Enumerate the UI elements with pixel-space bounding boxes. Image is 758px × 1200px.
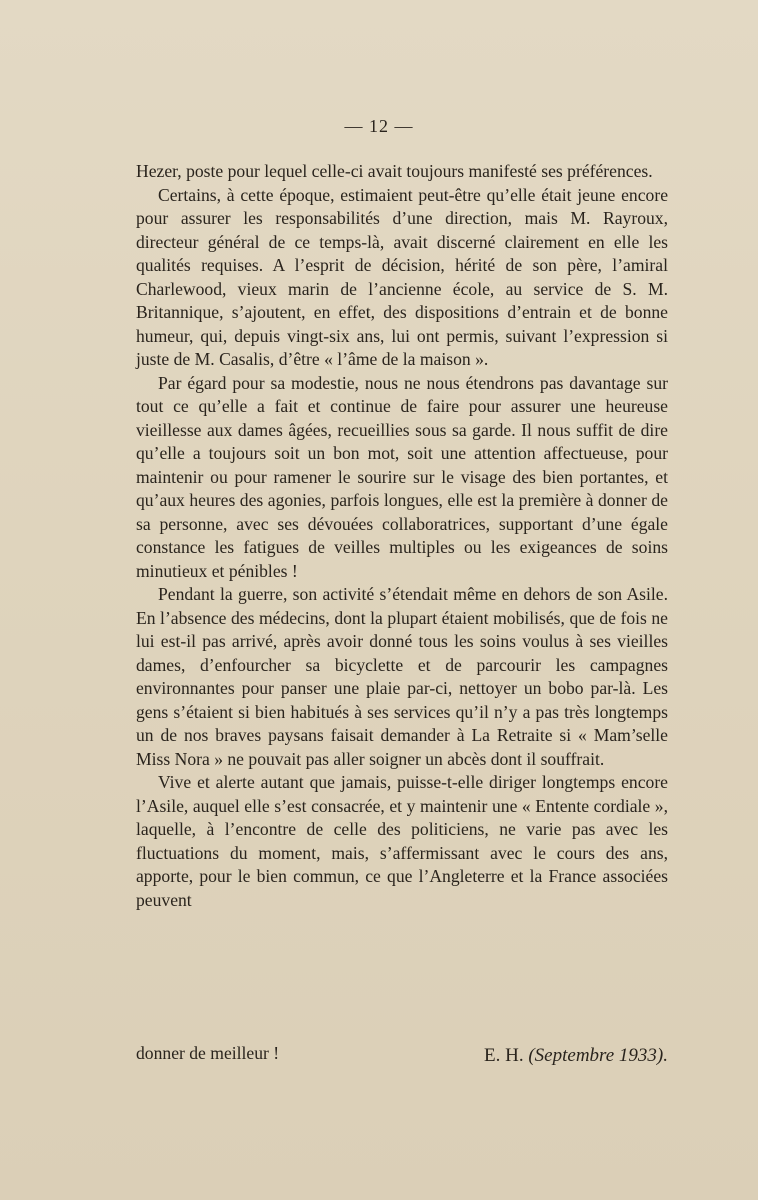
paragraph-3: Par égard pour sa modestie, nous ne nous étendrons pas davantage sur tout ce qu’elle a fait et continue de faire pour assurer une heureuse vieillesse aux dames âgées, recueillies sous sa garde. Il nous suffit de dire qu’elle a toujours soit un bon mot, soit une attention affectueuse, pour maintenir ou pour ramener le sourire sur le visage des bien portantes, et qu’aux heures des agonies, parfois longues, elle est la première à donner de sa personne, avec ses dévouées collaboratrices, supportant d’une égale constance les fatigues de veilles multiples ou les exigeances de soins minutieux et pénibles ! [136,372,668,581]
page-number: — 12 — [344,116,414,136]
paragraph-5: Vive et alerte autant que jamais, puisse-t-elle diriger longtemps encore l’Asile, auquel elle s’est consacrée, et y maintenir une « Entente cordiale », laquelle, à l’encontre de celle des politiciens, ne varie pas avec les fluctuations du moment, mais, s’affermissant avec le cours des ans, apporte, pour le bien commun, ce que l’Angleterre et la France associées peuvent [136,772,668,910]
paragraph-1: Hezer, poste pour lequel celle-ci avait toujours manifesté ses préférences. [136,161,653,181]
closing-words: donner de meilleur ! [136,1043,280,1063]
paragraph-2: Certains, à cette époque, estimaient peut-être qu’elle était jeune encore pour assurer les responsabilités d’une direction, mais M. Rayroux, directeur général de ce temps-là, avait discerné clairement en elle les qualités requises. A l’esprit de décision, hérité de son père, l’amiral Charlewood, vieux marin de l’ancienne école, au service de S. M. Britannique, s’ajoutent, en effet, des dispositions d’entrain et de bonne humeur, qui, depuis vingt-six ans, lui ont permis, suivant l’expression si juste de M. Casalis, d’être « l’âme de la maison ». [136,184,668,369]
author-signature [484,1044,668,1068]
paragraph-4: Pendant la guerre, son activité s’étendait même en dehors de son Asile. En l’absence des médecins, dont la plupart étaient mobilisés, que de fois ne lui est-il pas arrivé, après avoir donné tous les soins voulus à ses vieilles dames, d’enfourcher sa bicyclette et de parcourir les campagnes environnantes pour panser une plaie par-ci, nettoyer un bobo par-là. Les gens s’étaient si bien habitués à ses services qu’il n’y a pas très longtemps un de nos braves paysans faisait demander à La Retraite si « Mam’selle Miss Nora » ne pouvait pas aller soigner un abcès dont il souffrait. [136,584,668,769]
article-body [136,160,668,912]
author-initials: E. H. [484,1045,524,1066]
signature-date: (Septembre 1933). [528,1045,668,1066]
